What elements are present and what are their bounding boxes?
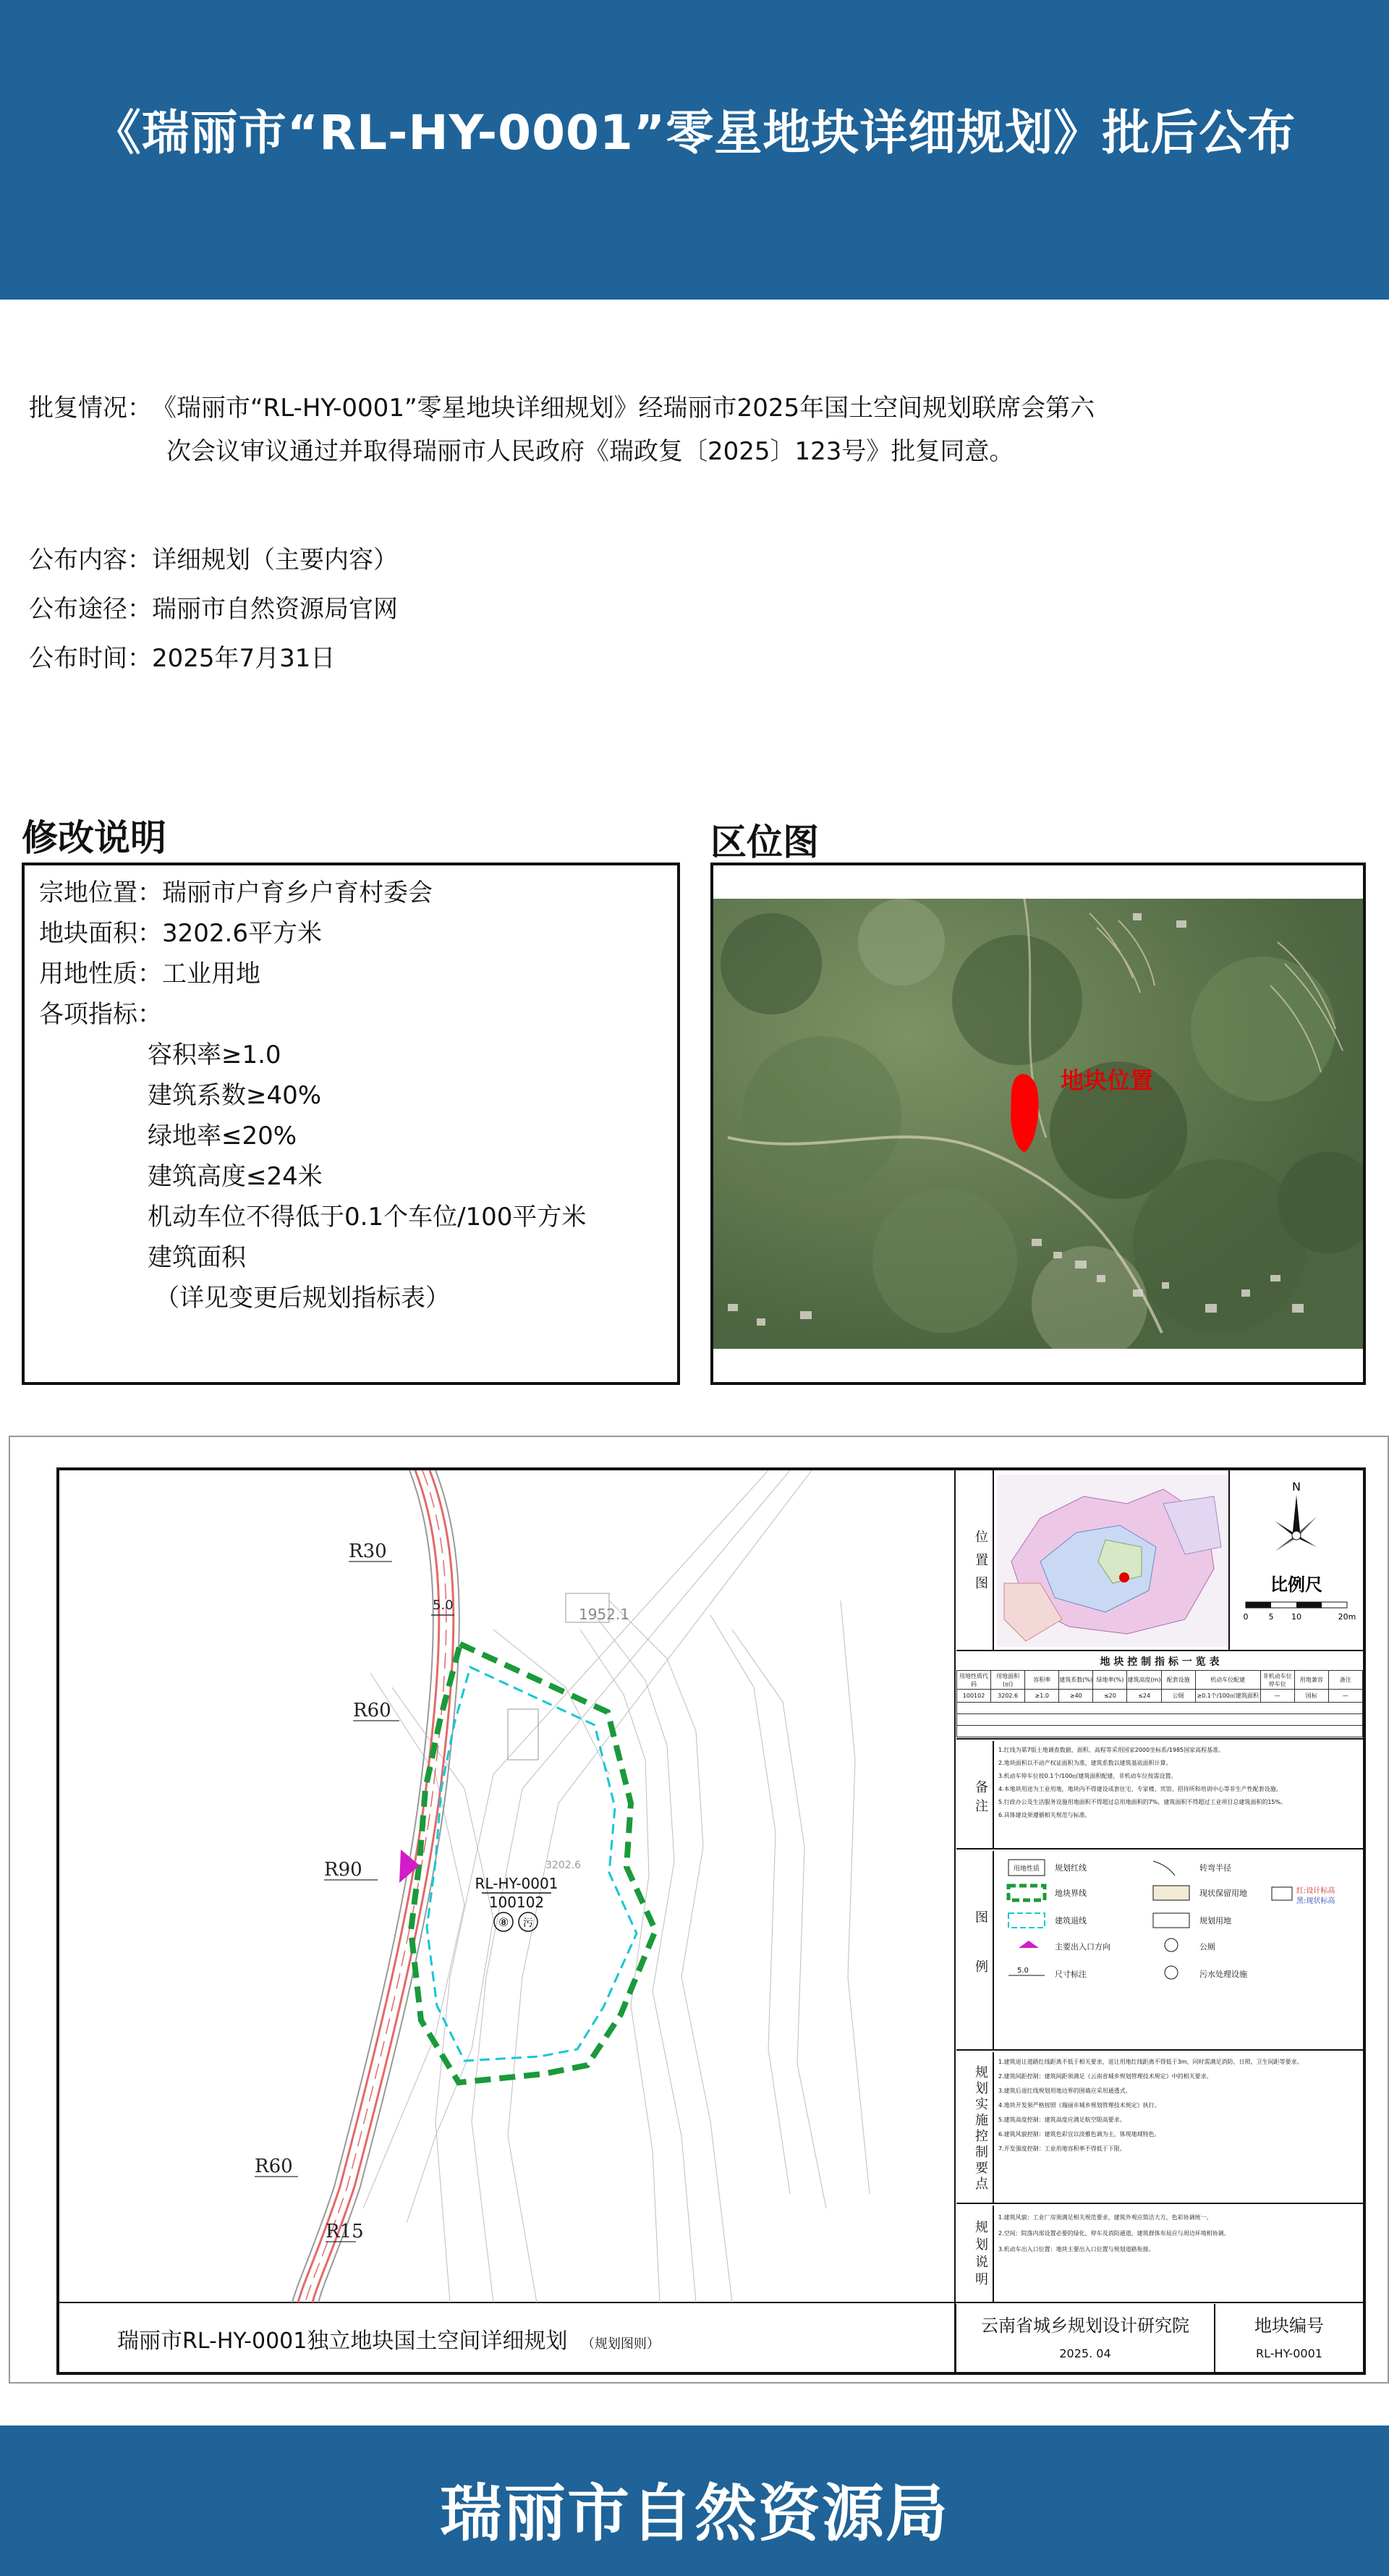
- table-header: 建筑系数(%): [1059, 1671, 1093, 1690]
- footer-title: 瑞丽市自然资源局: [440, 2478, 949, 2550]
- land-use-nature: 用地性质：工业用地: [39, 959, 260, 988]
- table-header: 绿地率(%): [1093, 1671, 1127, 1690]
- table-cell: 100102: [957, 1690, 991, 1703]
- road-label-r60b: R60: [255, 2156, 293, 2177]
- remark-line: 1.红线为第7版土地调查数据，面积、高程等采用国家2000坐标系/1985国家高程基准。: [998, 1747, 1225, 1753]
- legend-dimension: 尺寸标注: [1055, 1970, 1087, 1979]
- modification-title: 修改说明: [22, 817, 166, 859]
- control-line: 6.建筑风貌控制：建筑色彩宜以淡雅色调为主，体现地域特色。: [998, 2131, 1160, 2138]
- legend-turn-radius: 转弯半径: [1199, 1863, 1231, 1873]
- indicator-parking-cont: 建筑面积: [148, 1243, 246, 1272]
- position-map-panel: [956, 1470, 1363, 1651]
- neighbor-parcel-code: 1952.1: [579, 1606, 629, 1623]
- control-line: 7.开发强度控制：工业用地容积率不得低于下限。: [998, 2145, 1126, 2152]
- legend-setback: 建筑退线: [1055, 1916, 1087, 1925]
- publication-date: 公布时间：2025年7月31日: [29, 644, 336, 673]
- explanation-line: 1.建筑风貌：工业厂房须满足相关规范要求，建筑外观应简洁大方，色彩协调统一。: [998, 2214, 1212, 2221]
- table-header: 用地兼容: [1294, 1671, 1328, 1690]
- table-header: 容积率: [1025, 1671, 1059, 1690]
- parcel-subcode-label: 100102: [488, 1894, 545, 1911]
- legend-panel: [956, 1851, 1363, 2051]
- toilet-icon: ⑧: [498, 1915, 509, 1929]
- satellite-image: [713, 899, 1363, 1349]
- dimension-label: 5.0: [433, 1598, 454, 1613]
- legend-parcel-boundary: 地块界线: [1055, 1889, 1087, 1898]
- control-line: 3.建筑后退红线规划用地边界的围墙应采用通透式。: [998, 2088, 1131, 2094]
- table-cell: ≤20: [1093, 1690, 1127, 1703]
- legend-red-line: 规划红线: [1055, 1863, 1087, 1873]
- plan-drawing-frame: [9, 1436, 1389, 2384]
- control-table: [956, 1670, 1363, 1737]
- legend-planned: 规划用地: [1199, 1916, 1231, 1925]
- indicator-green-ratio: 绿地率≤20%: [148, 1122, 297, 1151]
- indicator-coverage: 建筑系数≥40%: [148, 1081, 322, 1110]
- parcel-area: 地块面积：3202.6平方米: [39, 919, 322, 948]
- remark-line: 3.机动车停车位按0.1个/100㎡建筑面积配建，非机动车位按需设置。: [998, 1773, 1177, 1779]
- institute-name: 云南省城乡规划设计研究院: [981, 2316, 1189, 2336]
- road-label-r60a: R60: [353, 1700, 391, 1721]
- table-header: 机动车位配建: [1195, 1671, 1260, 1690]
- indicator-note: （详见变更后规划指标表）: [155, 1284, 450, 1313]
- publication-info: [29, 535, 398, 683]
- north-label: N: [1292, 1480, 1301, 1494]
- indicator-parking: 机动车位不得低于0.1个车位/100平方米: [148, 1203, 587, 1232]
- legend-sewage: 污水处理设施: [1199, 1970, 1247, 1979]
- control-points-panel: [956, 2052, 1363, 2204]
- remark-line: 6.具体建设须遵循相关规范与标准。: [998, 1812, 1091, 1818]
- scale-tick-0: 0: [1243, 1612, 1249, 1622]
- control-points-label: 规划实施控制要点: [973, 2065, 988, 2192]
- legend-toilet: 公厕: [1199, 1942, 1215, 1952]
- plan-type-text: （规划图则）: [581, 2336, 660, 2352]
- explanation-panel: [956, 2206, 1363, 2302]
- legend-label: 图例: [973, 1910, 988, 2009]
- plan-name: [117, 2323, 660, 2355]
- publication-content: 公布内容：详细规划（主要内容）: [29, 546, 398, 575]
- scale-tick-5: 5: [1268, 1612, 1274, 1622]
- legend-entrance: 主要出入口方向: [1055, 1942, 1110, 1952]
- location-map-box: [710, 863, 1366, 1385]
- road-label-r15: R15: [326, 2221, 364, 2242]
- explanation-line: 3.机动车出入口位置：地块主要出入口位置与规划道路衔接。: [998, 2246, 1155, 2253]
- approval-section: [29, 386, 1346, 473]
- plan-footer: [59, 2304, 1363, 2372]
- table-cell: —: [1328, 1690, 1362, 1703]
- control-line: 5.建筑高度控制：建筑高度应满足航空限高要求。: [998, 2117, 1126, 2123]
- parcel-position-label: 地块位置: [1061, 1067, 1154, 1094]
- sewage-icon: 污: [523, 1918, 533, 1929]
- approval-line1: 《瑞丽市“RL-HY-0001”零星地块详细规划》经瑞丽市2025年国土空间规划联席会第六: [152, 394, 1095, 423]
- approval-line2: 次会议审议通过并取得瑞丽市人民政府《瑞政复〔2025〕123号》批复同意。: [166, 437, 1014, 466]
- remarks-label: 备注: [973, 1780, 988, 1818]
- table-cell: 公厕: [1161, 1690, 1195, 1703]
- scale-label: 比例尺: [1270, 1575, 1322, 1595]
- table-header: 非机动车位停车位: [1260, 1671, 1294, 1690]
- plan-drawing: [56, 1467, 1366, 2375]
- indicators-label: 各项指标：: [39, 1000, 162, 1029]
- approval-label: 批复情况：: [29, 394, 152, 423]
- indicator-height: 建筑高度≤24米: [148, 1162, 323, 1191]
- table-header: 用地面积(㎡): [991, 1671, 1025, 1690]
- road-label-r30: R30: [349, 1541, 387, 1562]
- table-cell: ≥0.1个/100㎡建筑面积: [1195, 1690, 1260, 1703]
- control-line: 4.地块开发须严格按照《瑞丽市城乡规划管理技术规定》执行。: [998, 2102, 1160, 2109]
- page-title: 《瑞丽市“RL-HY-0001”零星地块详细规划》批后公布: [93, 105, 1296, 161]
- table-cell: —: [1260, 1690, 1294, 1703]
- legend-dimension-sample: 5.0: [1017, 1967, 1029, 1975]
- parcel-number-label: 地块编号: [1254, 2316, 1324, 2336]
- table-header: 建筑高度(m): [1127, 1671, 1161, 1690]
- plan-name-text: 瑞丽市RL-HY-0001独立地块国土空间详细规划: [117, 2329, 568, 2354]
- legend-sample-code: 用地性质: [1013, 1865, 1040, 1873]
- location-map-title: 区位图: [710, 821, 819, 863]
- control-table-panel: [956, 1653, 1363, 1740]
- remarks-panel: [956, 1741, 1363, 1850]
- table-cell: 国标: [1294, 1690, 1328, 1703]
- table-cell: ≥1.0: [1025, 1690, 1059, 1703]
- modification-box: [22, 863, 680, 1385]
- parcel-code-label: RL-HY-0001: [475, 1875, 558, 1892]
- publication-channel: 公布途径：瑞丽市自然资源局官网: [29, 595, 398, 624]
- parcel-location: 宗地位置：瑞丽市户育乡户育村委会: [39, 878, 433, 907]
- plan-date: 2025. 04: [1059, 2347, 1111, 2360]
- legend-retained: 现状保留用地: [1199, 1889, 1247, 1898]
- control-line: 1.建筑退让道路红线距离不低于相关要求，退让用地红线距离不得低于3m，同时需满足消防、日照、卫生间距等要求。: [998, 2059, 1303, 2065]
- parcel-number-value: RL-HY-0001: [1256, 2347, 1322, 2360]
- scale-tick-20: 20m: [1338, 1612, 1356, 1622]
- remark-line: 4.本地块用途为工业用地，地块内不得建设成套住宅、专家楼、宾馆、招待所和培训中心等非生产性配套设施。: [998, 1786, 1282, 1792]
- indicator-far: 容积率≥1.0: [148, 1041, 281, 1069]
- control-table-title: 地 块 控 制 指 标 一 览 表: [1100, 1656, 1220, 1668]
- explanation-label: 规划说明: [973, 2220, 988, 2289]
- table-header: 用地性质代码: [957, 1671, 991, 1690]
- table-header: 备注: [1328, 1671, 1362, 1690]
- legend-design-elevation: 红:设计标高: [1296, 1887, 1335, 1895]
- table-cell: 3202.6: [991, 1690, 1025, 1703]
- table-header: 配套设施: [1161, 1671, 1195, 1690]
- scale-tick-10: 10: [1291, 1612, 1301, 1622]
- table-cell: ≤24: [1127, 1690, 1161, 1703]
- header-banner: [0, 0, 1389, 300]
- footer-banner: [0, 2425, 1389, 2576]
- control-line: 2.建筑间距控制：建筑间距须满足《云南省城乡规划管理技术规定》中的相关要求。: [998, 2073, 1212, 2080]
- table-cell: ≥40: [1059, 1690, 1093, 1703]
- plan-side-panel: [956, 1470, 1363, 2302]
- position-map-label: 位置图: [973, 1530, 988, 1599]
- area-note: 3202.6: [545, 1860, 581, 1871]
- remark-line: 2.地块面积以不动产权证面积为准，建筑系数以建筑基底面积计算。: [998, 1760, 1172, 1766]
- remark-line: 5.行政办公及生活服务设施用地面积不得超过总用地面积的7%，建筑面积不得超过工业项目总建筑面积的15%。: [998, 1799, 1287, 1805]
- legend-existing-elevation: 黑:现状标高: [1296, 1897, 1335, 1905]
- explanation-line: 2.空间：院落内部设置必要的绿化、停车及消防通道，建筑群体布局应与周边环境相协调。: [998, 2230, 1230, 2237]
- road-label-r90: R90: [324, 1859, 362, 1881]
